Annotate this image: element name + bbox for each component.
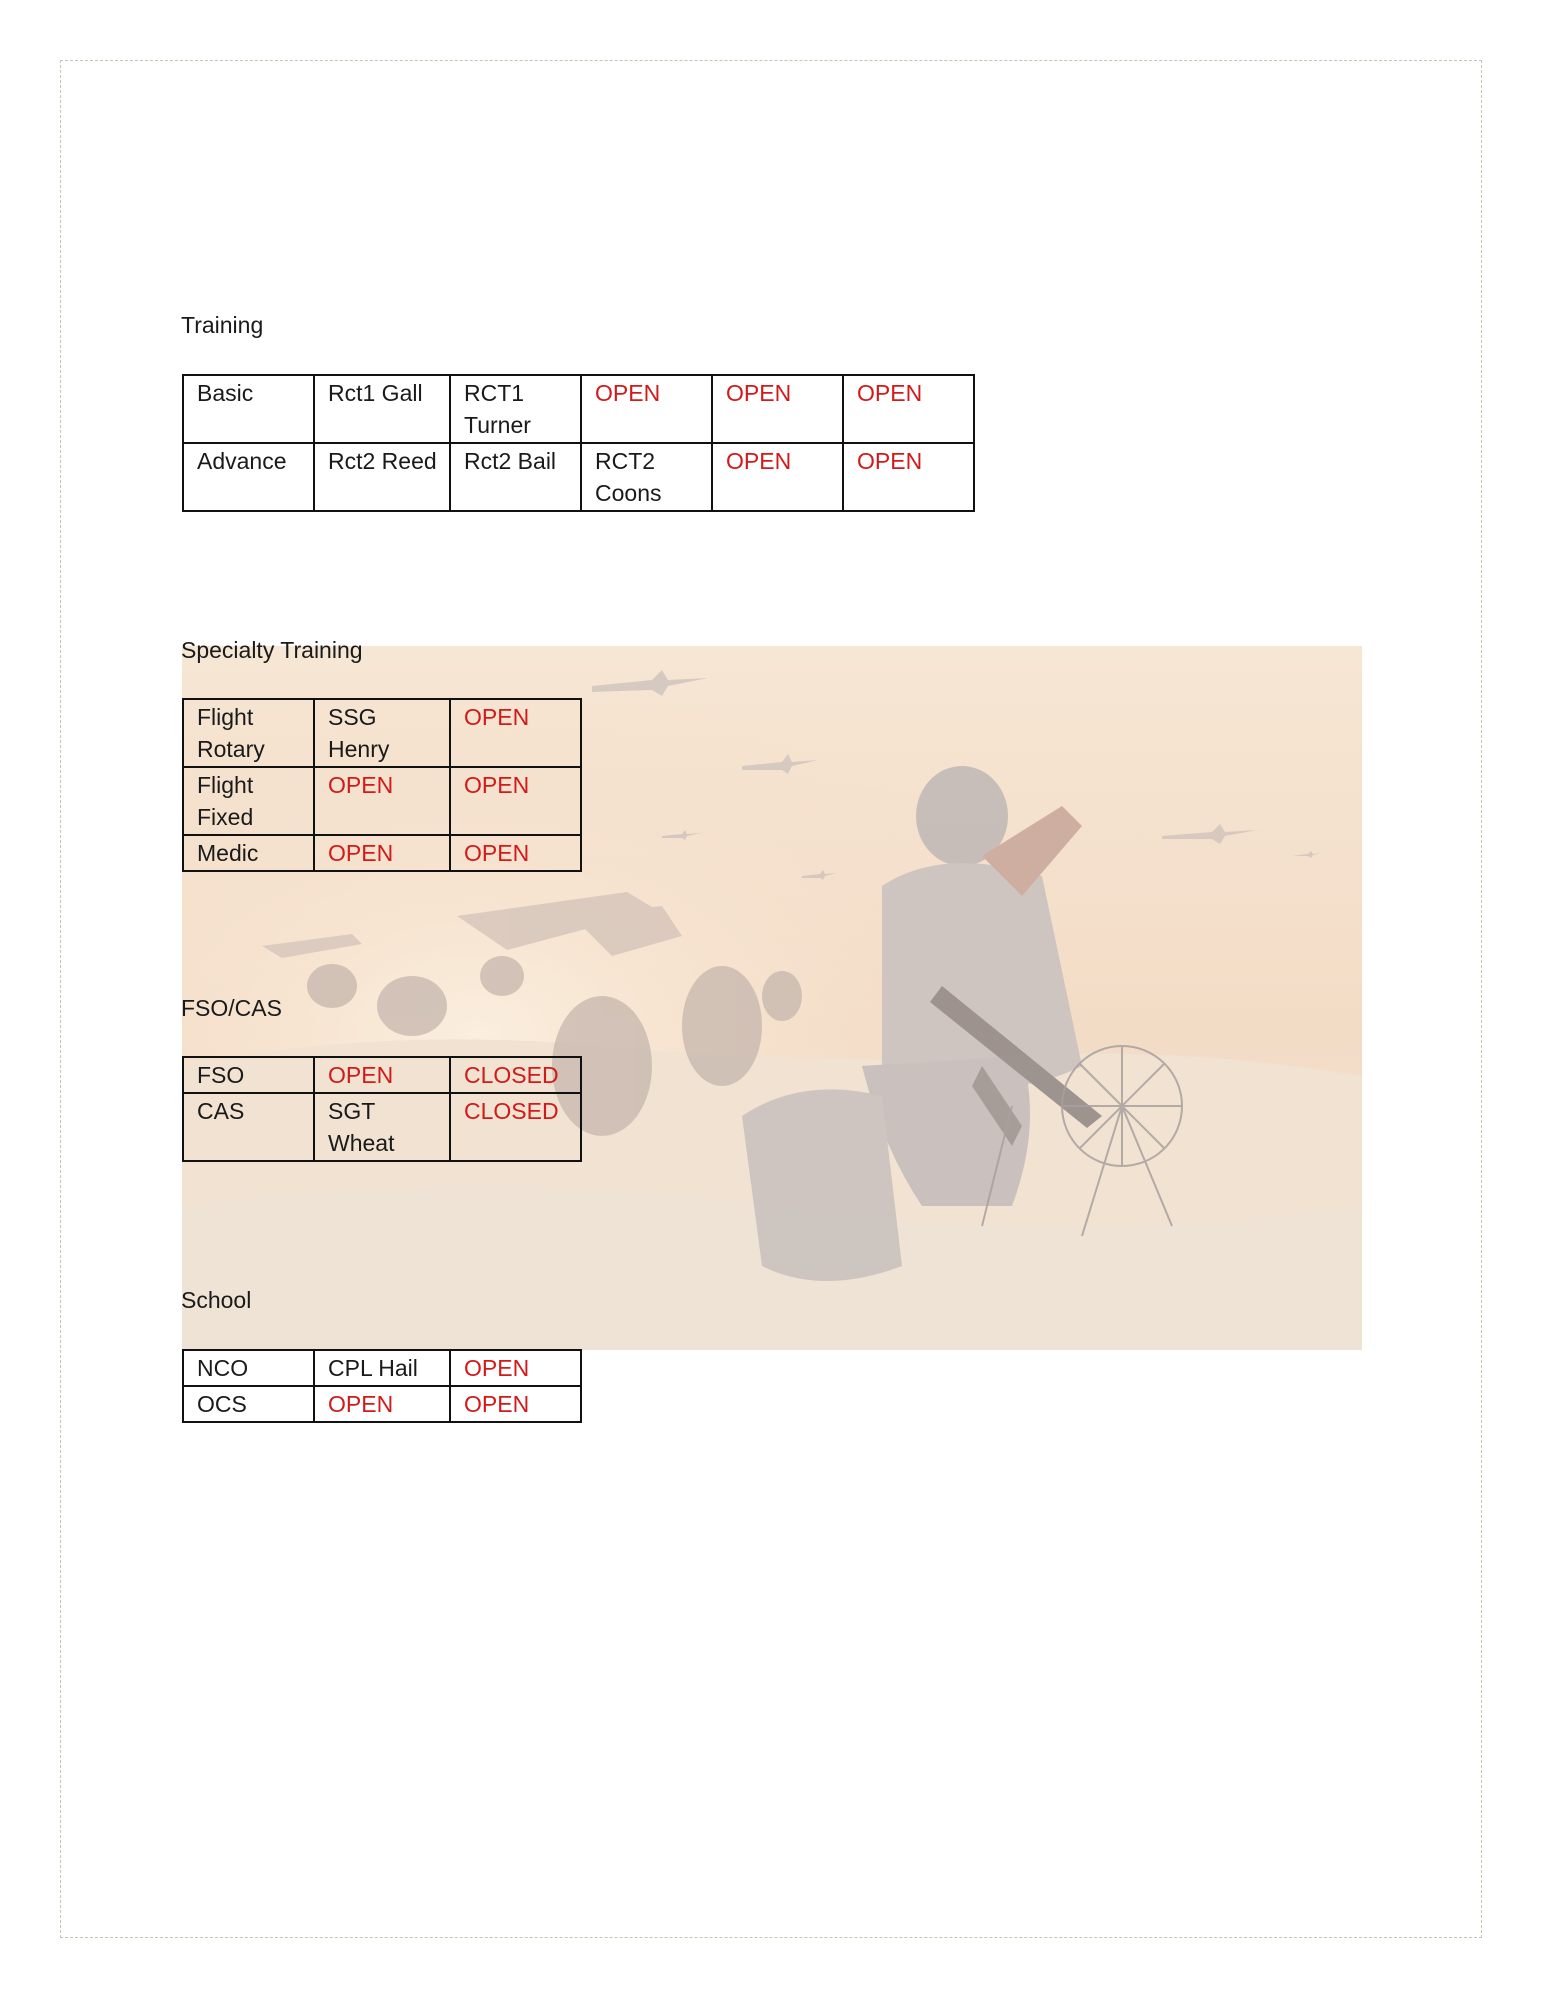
table-row	[183, 1057, 581, 1093]
table-row	[183, 443, 974, 511]
table-cell: SSG Henry	[314, 699, 450, 767]
specialty-training-table	[182, 698, 582, 872]
table-cell: Rct2 Bail	[450, 443, 581, 511]
fso-cas-table	[182, 1056, 582, 1162]
status-cell: OPEN	[314, 1057, 450, 1093]
table-cell: SGT Wheat	[314, 1093, 450, 1161]
table-cell: RCT2 Coons	[581, 443, 712, 511]
table-row	[183, 699, 581, 767]
table-cell: OCS	[183, 1386, 314, 1422]
table-cell: FSO	[183, 1057, 314, 1093]
status-cell: OPEN	[314, 835, 450, 871]
table-row	[183, 1386, 581, 1422]
table-row	[183, 375, 974, 443]
status-cell: OPEN	[843, 443, 974, 511]
training-table	[182, 374, 975, 512]
table-cell: Advance	[183, 443, 314, 511]
status-cell: OPEN	[450, 1350, 581, 1386]
status-cell: OPEN	[450, 835, 581, 871]
status-cell: OPEN	[450, 699, 581, 767]
table-row	[183, 1093, 581, 1161]
status-cell: CLOSED	[450, 1057, 581, 1093]
status-cell: OPEN	[581, 375, 712, 443]
table-row	[183, 767, 581, 835]
section-title-training: Training	[181, 312, 264, 338]
table-cell: Rct2 Reed	[314, 443, 450, 511]
table-cell: CPL Hail	[314, 1350, 450, 1386]
table-row	[183, 1350, 581, 1386]
table-cell: RCT1 Turner	[450, 375, 581, 443]
table-cell: Basic	[183, 375, 314, 443]
status-cell: OPEN	[314, 767, 450, 835]
status-cell: OPEN	[450, 767, 581, 835]
table-cell: CAS	[183, 1093, 314, 1161]
school-table	[182, 1349, 582, 1423]
status-cell: OPEN	[712, 443, 843, 511]
table-row	[183, 835, 581, 871]
status-cell: OPEN	[712, 375, 843, 443]
status-cell: OPEN	[314, 1386, 450, 1422]
status-cell: CLOSED	[450, 1093, 581, 1161]
table-cell: Flight Rotary	[183, 699, 314, 767]
table-cell: Medic	[183, 835, 314, 871]
status-cell: OPEN	[843, 375, 974, 443]
section-title-school: School	[181, 1287, 252, 1313]
table-cell: Flight Fixed	[183, 767, 314, 835]
status-cell: OPEN	[450, 1386, 581, 1422]
table-cell: Rct1 Gall	[314, 375, 450, 443]
table-cell: NCO	[183, 1350, 314, 1386]
section-title-specialty-training: Specialty Training	[181, 637, 363, 663]
section-title-fso-cas: FSO/CAS	[181, 995, 282, 1021]
